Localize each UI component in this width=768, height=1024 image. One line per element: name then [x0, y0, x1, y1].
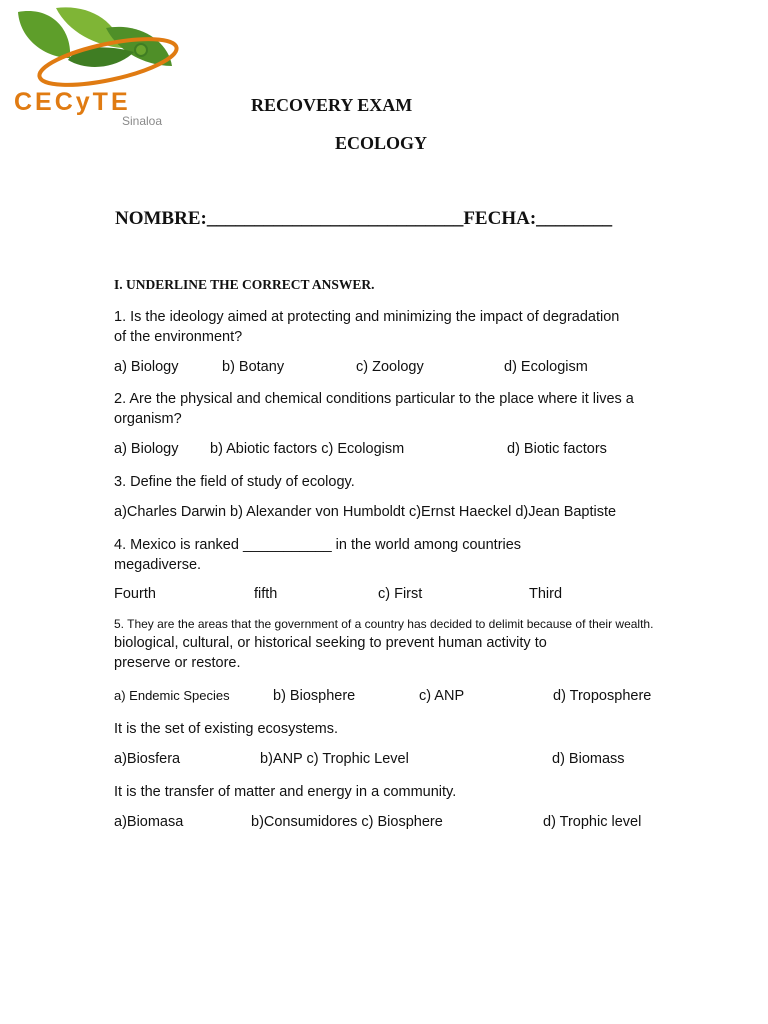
option: fifth: [254, 586, 278, 602]
exam-subject: ECOLOGY: [335, 133, 428, 153]
option: b)ANP c) Trophic Level: [260, 751, 409, 767]
question-text: of the environment?: [114, 329, 243, 345]
question-4: [114, 535, 521, 575]
question-1: [114, 307, 619, 347]
option: c) Zoology: [356, 359, 424, 375]
question-2: [114, 389, 634, 429]
question-text: 2. Are the physical and chemical conditions particular to the place where it lives a: [114, 391, 634, 407]
question-3: [114, 472, 355, 492]
question-text: 5. They are the areas that the government of a country has decided to delimit because of their wealth.: [114, 617, 654, 631]
option: a)Charles Darwin b) Alexander von Humboldt c)Ernst Haeckel d)Jean Baptiste: [114, 504, 617, 520]
question-text: organism?: [114, 411, 182, 427]
question-text: preserve or restore.: [114, 655, 241, 671]
cecyte-logo: [10, 6, 182, 130]
question-text: biological, cultural, or historical seeking to prevent human activity to: [114, 635, 547, 651]
name-date-line: NOMBRE:___________________________FECHA:________: [115, 208, 613, 229]
option: Third: [529, 586, 563, 602]
option: b) Abiotic factors c) Ecologism: [210, 441, 405, 457]
option: a) Biology: [114, 359, 179, 375]
option: a) Endemic Species: [114, 688, 230, 703]
option: b)Consumidores c) Biosphere: [251, 814, 443, 830]
question-7: [114, 782, 456, 802]
svg-text:CECyTE: CECyTE: [14, 88, 131, 116]
leaf-logo-icon: [10, 6, 182, 130]
question-text: It is the set of existing ecosystems.: [114, 721, 339, 737]
option: a)Biomasa: [114, 814, 184, 830]
option: c) First: [378, 586, 423, 602]
question-5: [114, 615, 653, 673]
svg-text:Sinaloa: Sinaloa: [122, 114, 163, 128]
question-text: megadiverse.: [114, 557, 202, 573]
exam-title: RECOVERY EXAM: [251, 95, 413, 115]
option: a) Biology: [114, 441, 179, 457]
option: b) Biosphere: [273, 688, 356, 704]
question-text: 3. Define the field of study of ecology.: [114, 474, 355, 490]
option: d) Trophic level: [543, 814, 642, 830]
option: d) Biomass: [552, 751, 625, 767]
option: d) Ecologism: [504, 359, 588, 375]
option: a)Biosfera: [114, 751, 181, 767]
option: b) Botany: [222, 359, 285, 375]
option: d) Troposphere: [553, 688, 652, 704]
question-text: 1. Is the ideology aimed at protecting and minimizing the impact of degradation: [114, 309, 620, 325]
option: d) Biotic factors: [507, 441, 607, 457]
option: c) ANP: [419, 688, 465, 704]
question-text: 4. Mexico is ranked ___________ in the world among countries: [114, 537, 522, 553]
question-6: [114, 719, 338, 739]
section-heading: I. UNDERLINE THE CORRECT ANSWER.: [114, 277, 375, 292]
question-text: It is the transfer of matter and energy in a community.: [114, 784, 457, 800]
option: Fourth: [114, 586, 156, 602]
